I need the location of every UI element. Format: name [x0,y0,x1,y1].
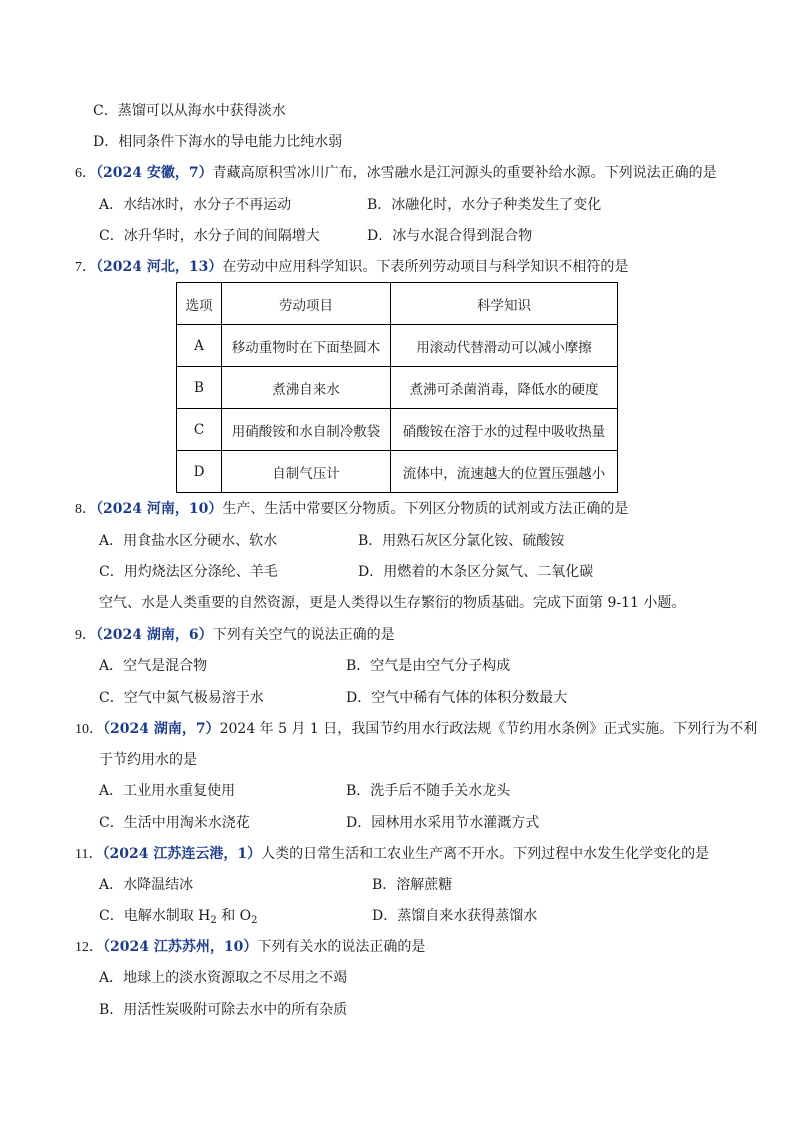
q11-option-d: D．蒸馏自来水获得蒸馏水 [372,908,538,924]
q9-stem: 下列有关空气的说法正确的是 [212,627,395,643]
q8-option-b: B．用熟石灰区分氯化铵、硫酸铵 [358,533,565,549]
table-header-cell: 科学知识 [391,283,618,325]
table-cell: A [177,325,222,367]
q12-source: （2024 江苏苏州，10） [103,939,258,955]
q11-option-a: A．水降温结冰 [99,877,194,893]
q8-number: 8． [75,502,96,517]
table-row [177,367,618,409]
group-intro: 空气、水是人类重要的自然资源，更是人类得以生存繁衍的物质基础。完成下面第 9-11 小题。 [99,595,686,611]
table-cell: 煮沸自来水 [222,367,391,409]
q12-stem: 下列有关水的说法正确的是 [257,939,426,955]
q8-option-d: D．用燃着的木条区分氮气、二氧化碳 [358,564,594,580]
table-cell: 煮沸可杀菌消毒，降低水的硬度 [391,367,618,409]
table-cell: 用硝酸铵和水自制冷敷袋 [222,409,391,451]
q9-option-c: C．空气中氮气极易溶于水 [99,690,264,706]
table-row [177,451,618,493]
q12-option-a: A．地球上的淡水资源取之不尽用之不竭 [99,970,348,986]
q8-stem: 生产、生活中常要区分物质。下列区分物质的试剂或方法正确的是 [222,501,629,517]
q10-stem-line [75,720,757,739]
q9-option-b: B．空气是由空气分子构成 [346,658,511,674]
q5-option-c: C．蒸馏可以从海水中获得淡水 [93,103,286,119]
q6-option-c: C．冰升华时，水分子间的间隔增大 [99,228,320,244]
q9-source: （2024 湖南，6） [96,627,213,643]
q9-option-d: D．空气中稀有气体的体积分数最大 [346,690,568,706]
q10-option-a: A．工业用水重复使用 [99,783,236,799]
q8-stem-line [75,500,628,519]
q10-source: （2024 湖南，7） [103,721,220,737]
table-cell: 移动重物时在下面垫圆木 [222,325,391,367]
table-header-cell: 选项 [177,283,222,325]
q10-option-b: B．洗手后不随手关水龙头 [346,783,511,799]
table-cell: C [177,409,222,451]
q10-number: 10． [75,722,103,737]
labor-science-table [176,282,618,493]
table-header-row [177,283,618,325]
q6-number: 6． [75,166,96,181]
q7-stem-line [75,258,628,277]
table-cell: B [177,367,222,409]
table-cell: 流体中，流速越大的位置压强越小 [391,451,618,493]
q8-option-c: C．用灼烧法区分涤纶、羊毛 [99,564,278,580]
q7-stem: 在劳动中应用科学知识。下表所列劳动项目与科学知识不相符的是 [222,259,629,275]
q11-option-c-text-2: 和 O [216,908,252,924]
table-header-cell: 劳动项目 [222,283,391,325]
q6-stem: 青藏高原积雪冰川广布，冰雪融水是江河源头的重要补给水源。下列说法正确的是 [212,165,717,181]
o2-subscript: 2 [251,915,258,926]
q11-option-b: B．溶解蔗糖 [372,877,453,893]
q6-option-a: A．水结冰时，水分子不再运动 [99,197,292,213]
q12-option-b: B．用活性炭吸附可除去水中的所有杂质 [99,1002,348,1018]
q6-stem-line [75,164,717,183]
q11-stem-line [75,845,709,864]
q7-source: （2024 河北，13） [96,259,223,275]
q12-number: 12． [75,940,103,955]
q7-number: 7． [75,260,96,275]
q11-option-c [99,907,258,925]
q6-option-b: B．冰融化时，水分子种类发生了变化 [367,197,602,213]
q12-stem-line [75,938,425,957]
q10-option-d: D．园林用水采用节水灌溉方式 [346,815,540,831]
q10-option-c: C．生活中用淘米水浇花 [99,815,250,831]
table-row [177,325,618,367]
q11-stem: 人类的日常生活和工农业生产离不开水。下列过程中水发生化学变化的是 [261,846,710,862]
q6-source: （2024 安徽，7） [96,165,213,181]
table-cell: 硝酸铵在溶于水的过程中吸收热量 [391,409,618,451]
q10-stem-continued: 于节约用水的是 [99,752,197,768]
table-cell: 自制气压计 [222,451,391,493]
q10-stem: 2024 年 5 月 1 日，我国节约用水行政法规《节约用水条例》正式实施。下列行为不利 [219,721,758,737]
q11-source: （2024 江苏连云港，1） [102,846,262,862]
q5-option-d: D．相同条件下海水的导电能力比纯水弱 [93,134,343,150]
table-row [177,409,618,451]
q9-number: 9． [75,628,96,643]
q8-option-a: A．用食盐水区分硬水、软水 [99,533,278,549]
table-cell: D [177,451,222,493]
q9-stem-line [75,626,395,645]
q11-number: 11． [75,847,103,862]
q6-option-d: D．冰与水混合得到混合物 [367,228,533,244]
q11-option-c-text: C．电解水制取 H [99,908,211,924]
q9-option-a: A．空气是混合物 [99,658,208,674]
h2-subscript: 2 [210,915,217,926]
q8-source: （2024 河南，10） [96,501,223,517]
table-cell: 用滚动代替滑动可以减小摩擦 [391,325,618,367]
